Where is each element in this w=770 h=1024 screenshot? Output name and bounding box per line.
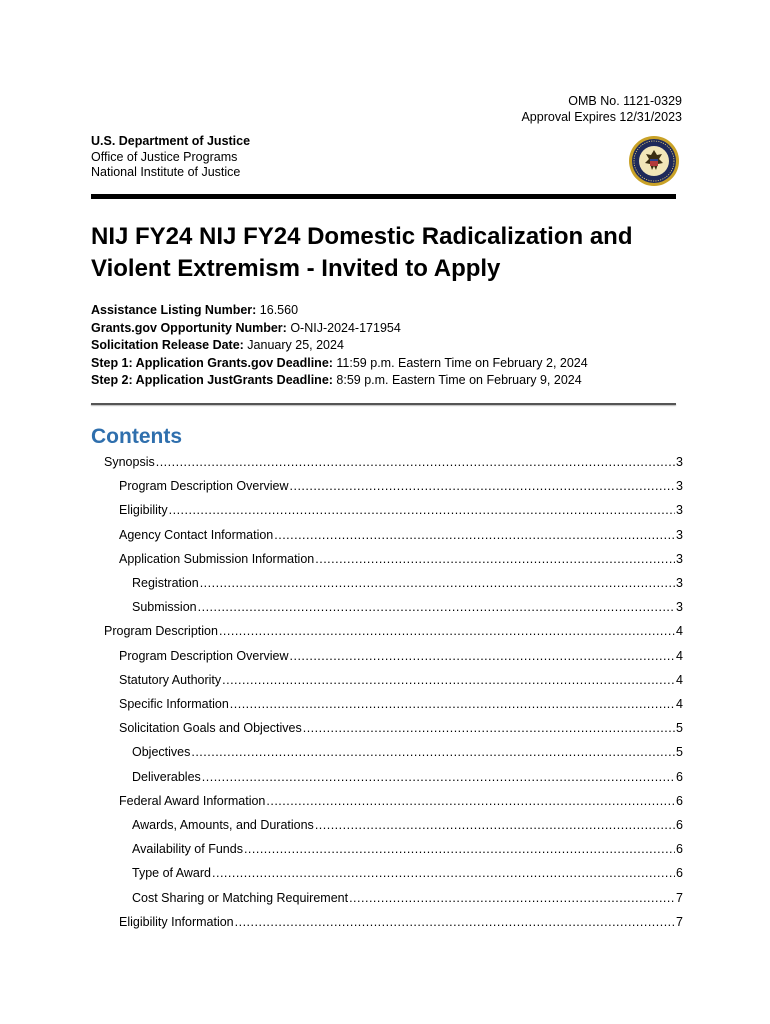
toc-entry-label: Statutory Authority (119, 672, 222, 687)
toc-entry-label: Synopsis (104, 455, 155, 469)
omb-number: OMB No. 1121-0329 (568, 94, 682, 108)
toc-leader-dots (315, 817, 675, 833)
toc-entry-page: 3 (676, 527, 683, 542)
toc-entry[interactable] (91, 841, 683, 857)
toc-entry-page: 4 (676, 624, 683, 639)
toc-entry[interactable] (91, 793, 683, 809)
toc-entry[interactable] (91, 478, 683, 494)
toc-leader-dots (202, 769, 675, 785)
toc-entry-page: 7 (676, 890, 683, 905)
toc-leader-dots (200, 575, 675, 591)
toc-entry-page: 3 (676, 551, 683, 566)
toc-entry-page: 4 (676, 697, 683, 711)
toc-leader-dots (244, 841, 675, 857)
omb-expiration: Approval Expires 12/31/2023 (521, 109, 682, 124)
toc-leader-dots (274, 527, 675, 543)
toc-entry-page: 6 (676, 842, 683, 857)
toc-entry[interactable] (91, 744, 683, 760)
toc-entry-label: Agency Contact Information (119, 527, 274, 542)
toc-entry-label: Specific Information (119, 697, 229, 711)
toc-entry[interactable] (91, 623, 683, 639)
toc-entry-page: 3 (676, 600, 683, 615)
toc-entry[interactable] (91, 599, 683, 615)
toc-leader-dots (315, 551, 675, 567)
toc-leader-dots (349, 890, 675, 906)
toc-entry-label: Objectives (132, 745, 191, 760)
toc-leader-dots (222, 672, 675, 688)
toc-leader-dots (156, 454, 675, 470)
toc-entry[interactable] (91, 769, 683, 785)
toc-entry-label: Solicitation Goals and Objectives (119, 721, 302, 736)
toc-entry-label: Type of Award (132, 866, 211, 881)
toc-entry[interactable] (91, 696, 683, 712)
toc-entry-page: 6 (676, 769, 683, 784)
meta-label: Grants.gov Opportunity Number: (91, 320, 287, 335)
page-title (91, 221, 691, 284)
header-rule (91, 194, 676, 199)
toc-leader-dots (230, 696, 675, 712)
toc-leader-dots (290, 648, 676, 664)
toc-entry-label: Federal Award Information (119, 793, 266, 808)
toc-leader-dots (198, 599, 675, 615)
toc-entry-page: 6 (676, 866, 683, 881)
meta-row (91, 337, 588, 355)
toc-entry-page: 6 (676, 793, 683, 808)
toc-entry-page: 4 (676, 672, 683, 687)
toc-leader-dots (235, 914, 675, 930)
agency-office: Office of Justice Programs (91, 149, 238, 164)
toc-entry[interactable] (91, 865, 683, 881)
toc-entry-label: Program Description Overview (119, 479, 289, 494)
toc-entry-page: 3 (676, 503, 683, 518)
toc-entry-label: Awards, Amounts, and Durations (132, 818, 314, 832)
toc-leader-dots (212, 865, 675, 881)
meta-label: Step 1: Application Grants.gov Deadline: (91, 355, 333, 370)
meta-value: 11:59 p.m. Eastern Time on February 2, 2024 (332, 355, 588, 370)
toc-entry-label: Submission (132, 600, 197, 615)
agency-block (91, 134, 250, 181)
title-line-1: NIJ FY24 NIJ FY24 Domestic Radicalization and (91, 223, 633, 250)
toc-leader-dots (191, 744, 675, 760)
meta-row (91, 355, 588, 373)
toc-entry[interactable] (91, 914, 683, 930)
toc-entry[interactable] (91, 817, 683, 833)
section-divider (91, 403, 676, 405)
meta-row (91, 372, 588, 390)
toc-entry-page: 3 (676, 455, 683, 469)
doj-seal-icon (628, 135, 680, 187)
meta-value: January 25, 2024 (243, 338, 344, 352)
meta-row (91, 320, 588, 338)
toc-entry-label: Cost Sharing or Matching Requirement (132, 890, 349, 905)
toc-entry-label: Application Submission Information (119, 551, 315, 566)
toc-entry-label: Eligibility Information (119, 914, 234, 929)
toc-entry-label: Registration (132, 576, 199, 590)
toc-entry[interactable] (91, 575, 683, 591)
omb-info (521, 94, 682, 125)
meta-label: Step 2: Application JustGrants Deadline: (91, 373, 333, 387)
toc-entry[interactable] (91, 672, 683, 688)
toc-entry-label: Program Description (104, 624, 218, 639)
toc-entry[interactable] (91, 551, 683, 567)
meta-value: O-NIJ-2024-171954 (286, 320, 401, 335)
solicitation-details (91, 302, 588, 390)
agency-institute: National Institute of Justice (91, 165, 241, 179)
toc-entry-page: 6 (676, 818, 683, 832)
title-line-2: Violent Extremism - Invited to Apply (91, 254, 501, 282)
toc-entry-page: 3 (676, 479, 683, 494)
toc-entry[interactable] (91, 648, 683, 664)
toc-entry[interactable] (91, 720, 683, 736)
toc-entry-page: 7 (676, 914, 683, 929)
toc-leader-dots (169, 502, 675, 518)
toc-entry-label: Eligibility (119, 503, 168, 518)
toc-entry-page: 5 (676, 721, 683, 736)
toc-entry[interactable] (91, 527, 683, 543)
toc-entry[interactable] (91, 454, 683, 470)
toc-entry[interactable] (91, 890, 683, 906)
toc-entry[interactable] (91, 502, 683, 518)
toc-entry-label: Deliverables (132, 769, 201, 784)
toc-entry-label: Availability of Funds (132, 842, 243, 857)
meta-value: 8:59 p.m. Eastern Time on February 9, 2024 (332, 373, 582, 387)
toc-entry-label: Program Description Overview (119, 648, 289, 663)
agency-department: U.S. Department of Justice (91, 134, 251, 148)
meta-row (91, 302, 588, 320)
toc-entry-page: 3 (676, 576, 683, 590)
toc-leader-dots (219, 623, 675, 639)
toc-leader-dots (266, 793, 675, 809)
toc-leader-dots (290, 478, 676, 494)
meta-label: Solicitation Release Date: (91, 338, 244, 352)
toc-entry-page: 5 (676, 745, 683, 760)
contents-heading: Contents (91, 425, 182, 448)
meta-value: 16.560 (256, 303, 299, 317)
toc-entry-page: 4 (676, 648, 683, 663)
meta-label: Assistance Listing Number: (91, 303, 257, 317)
toc-leader-dots (303, 720, 675, 736)
